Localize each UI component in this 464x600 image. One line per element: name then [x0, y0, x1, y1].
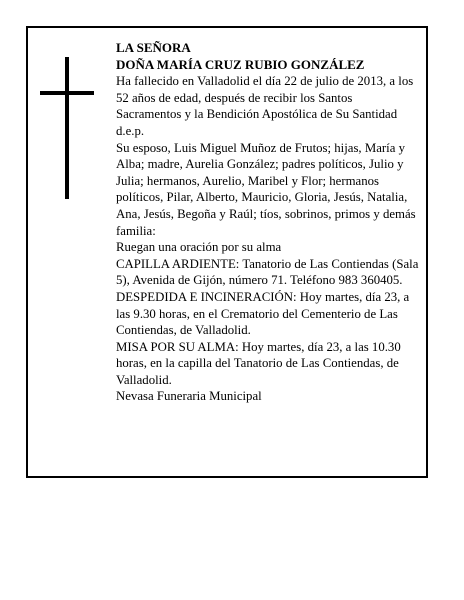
funeral-home: Nevasa Funeraria Municipal [116, 389, 262, 404]
farewell-info: DESPEDIDA E INCINERACIÓN: Hoy martes, día 23, a las 9.30 horas, en el Crematorio del Cementerio de Las Contiendas, de Valladolid. [116, 289, 410, 338]
family-list: Su esposo, Luis Miguel Muñoz de Frutos; hijas, María y Alba; madre, Aurelia González; padres políticos, Julio y Julia; hermanos, Aurelio, Maribel y Flor; hermanos políticos, Pilar, Alberto, Mauricio, Gloria, Jesús, Natalia, Ana, Jesús, Begoña y Raúl; tíos, sobrinos, primos y demás familia: [116, 140, 416, 238]
deceased-name: DOÑA MARÍA CRUZ RUBIO GONZÁLEZ [116, 56, 365, 72]
mass-info: MISA POR SU ALMA: Hoy martes, día 23, a las 10.30 horas, en la capilla del Tanatorio de Las Contiendas, de Valladolid. [116, 339, 401, 387]
obituary-text [116, 40, 420, 405]
prayer-request: Ruegan una oración por su alma [116, 240, 282, 255]
heading-title: LA SEÑORA [116, 40, 191, 55]
cross-icon [40, 57, 94, 199]
chapel-info: CAPILLA ARDIENTE: Tanatorio de Las Contiendas (Sala 5), Avenida de Gijón, número 71. Teléfono 983 360405. [116, 256, 419, 288]
cross-horizontal-bar [40, 91, 94, 95]
death-announcement: Ha fallecido en Valladolid el día 22 de julio de 2013, a los 52 años de edad, después de recibir los Santos Sacramentos y la Bendición Apostólica de Su Santidad d.e.p. [116, 74, 414, 138]
cross-vertical-bar [65, 57, 69, 199]
obituary-notice [26, 26, 428, 478]
